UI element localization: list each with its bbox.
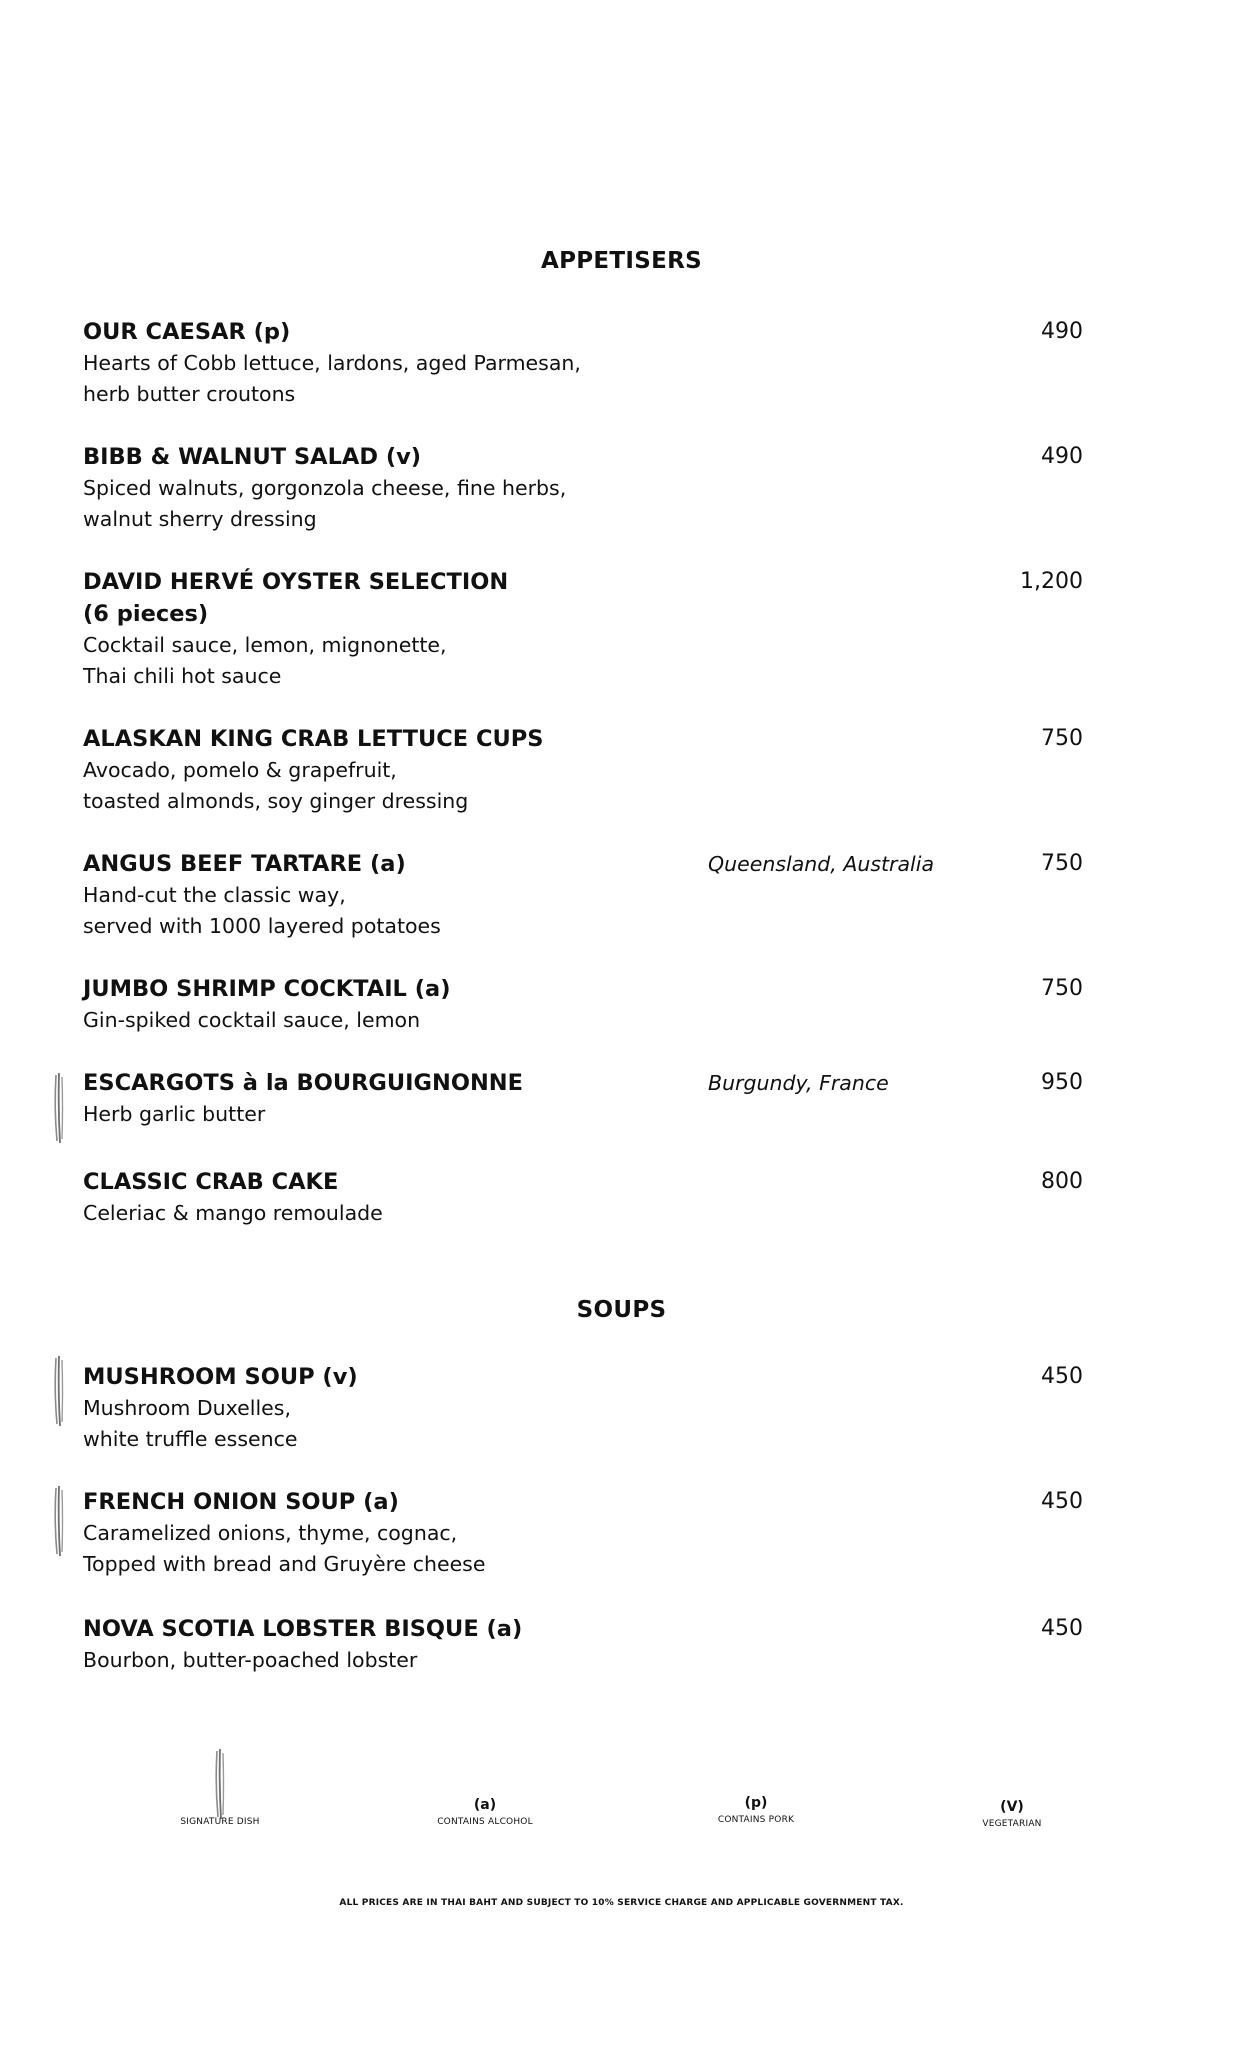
menu-item-mushroom-soup: [83, 1361, 1083, 1455]
menu-item-price: 490: [1041, 444, 1083, 469]
legend-label: CONTAINS PORK: [717, 1815, 795, 1825]
menu-item-name: OUR CAESAR (p): [83, 319, 291, 345]
menu-item-angus-beef-tartare: [83, 848, 1083, 942]
menu-item-price: 950: [1041, 1070, 1083, 1095]
menu-item-classic-crab-cake: [83, 1166, 1083, 1229]
menu-item-description: Gin-spiked cocktail sauce, lemon: [83, 1008, 421, 1032]
menu-item-description: Mushroom Duxelles, white truffle essence: [83, 1396, 298, 1451]
menu-item-description: Bourbon, butter-poached lobster: [83, 1648, 418, 1672]
legend-label: VEGETARIAN: [982, 1819, 1042, 1829]
legend-symbol: (a): [473, 1797, 497, 1813]
signature-dish-icon: [52, 1356, 66, 1426]
menu-item-description: Celeriac & mango remoulade: [83, 1201, 383, 1225]
menu-item-name: JUMBO SHRIMP COCKTAIL (a): [83, 976, 451, 1002]
menu-item-description: Caramelized onions, thyme, cognac, Topped with bread and Gruyère cheese: [83, 1521, 486, 1576]
signature-dish-icon: [52, 1073, 66, 1143]
menu-item-name: ESCARGOTS à la BOURGUIGNONNE: [83, 1070, 523, 1096]
legend-label: CONTAINS ALCOHOL: [437, 1817, 533, 1827]
menu-item-name: MUSHROOM SOUP (v): [83, 1364, 358, 1390]
menu-item-escargots: [83, 1067, 1083, 1130]
menu-item-name: DAVID HERVÉ OYSTER SELECTION (6 pieces): [83, 569, 509, 627]
signature-dish-icon: [52, 1486, 66, 1556]
legend-contains-pork: [666, 1753, 846, 1825]
legend-symbol: (p): [744, 1795, 768, 1811]
menu-item-description: Herb garlic butter: [83, 1102, 266, 1126]
menu-item-description: Hearts of Cobb lettuce, lardons, aged Parmesan, herb butter croutons: [83, 351, 581, 406]
signature-dish-icon: [213, 1749, 227, 1819]
menu-item-our-caesar: [83, 316, 1083, 410]
menu-item-price: 490: [1041, 319, 1083, 344]
menu-item-french-onion-soup: [83, 1486, 1083, 1580]
legend-vegetarian: [922, 1757, 1102, 1829]
legend-symbol: (V): [1000, 1799, 1024, 1815]
menu-item-description: Cocktail sauce, lemon, mignonette, Thai chili hot sauce: [83, 633, 447, 688]
menu-item-price: 800: [1041, 1169, 1083, 1194]
menu-item-oyster-selection: [83, 566, 1083, 692]
legend-symbol: [130, 1755, 310, 1813]
menu-item-jumbo-shrimp-cocktail: [83, 973, 1083, 1036]
menu-item-price: 750: [1041, 726, 1083, 751]
menu-item-name: NOVA SCOTIA LOBSTER BISQUE (a): [83, 1616, 523, 1642]
menu-item-price: 450: [1041, 1489, 1083, 1514]
menu-item-name: ALASKAN KING CRAB LETTUCE CUPS: [83, 726, 544, 752]
menu-item-price: 750: [1041, 976, 1083, 1001]
legend-label: SIGNATURE DISH: [180, 1817, 260, 1827]
menu-item-name: FRENCH ONION SOUP (a): [83, 1489, 399, 1515]
menu-item-name: BIBB & WALNUT SALAD (v): [83, 444, 422, 470]
legend-contains-alcohol: [395, 1755, 575, 1827]
footer-price-note: ALL PRICES ARE IN THAI BAHT AND SUBJECT TO 10% SERVICE CHARGE AND APPLICABLE GOVERNMENT TAX.: [339, 1898, 904, 1908]
menu-item-lobster-bisque: [83, 1613, 1083, 1676]
menu-item-name: CLASSIC CRAB CAKE: [83, 1169, 339, 1195]
menu-item-price: 750: [1041, 851, 1083, 876]
menu-item-price: 1,200: [1020, 569, 1083, 594]
menu-item-price: 450: [1041, 1616, 1083, 1641]
menu-item-price: 450: [1041, 1364, 1083, 1389]
legend-signature-dish: [130, 1755, 310, 1827]
menu-item-origin: Burgundy, France: [708, 1071, 889, 1095]
menu-item-name: ANGUS BEEF TARTARE (a): [83, 851, 406, 877]
section-title-soups: SOUPS: [576, 1297, 667, 1323]
menu-item-origin: Queensland, Australia: [708, 852, 935, 876]
menu-item-description: Avocado, pomelo & grapefruit, toasted almonds, soy ginger dressing: [83, 758, 469, 813]
menu-item-description: Hand-cut the classic way, served with 1000 layered potatoes: [83, 883, 441, 938]
section-title-appetisers: APPETISERS: [540, 248, 703, 274]
menu-item-bibb-walnut-salad: [83, 441, 1083, 535]
menu-item-description: Spiced walnuts, gorgonzola cheese, fine herbs, walnut sherry dressing: [83, 476, 567, 531]
menu-item-king-crab-lettuce-cups: [83, 723, 1083, 817]
